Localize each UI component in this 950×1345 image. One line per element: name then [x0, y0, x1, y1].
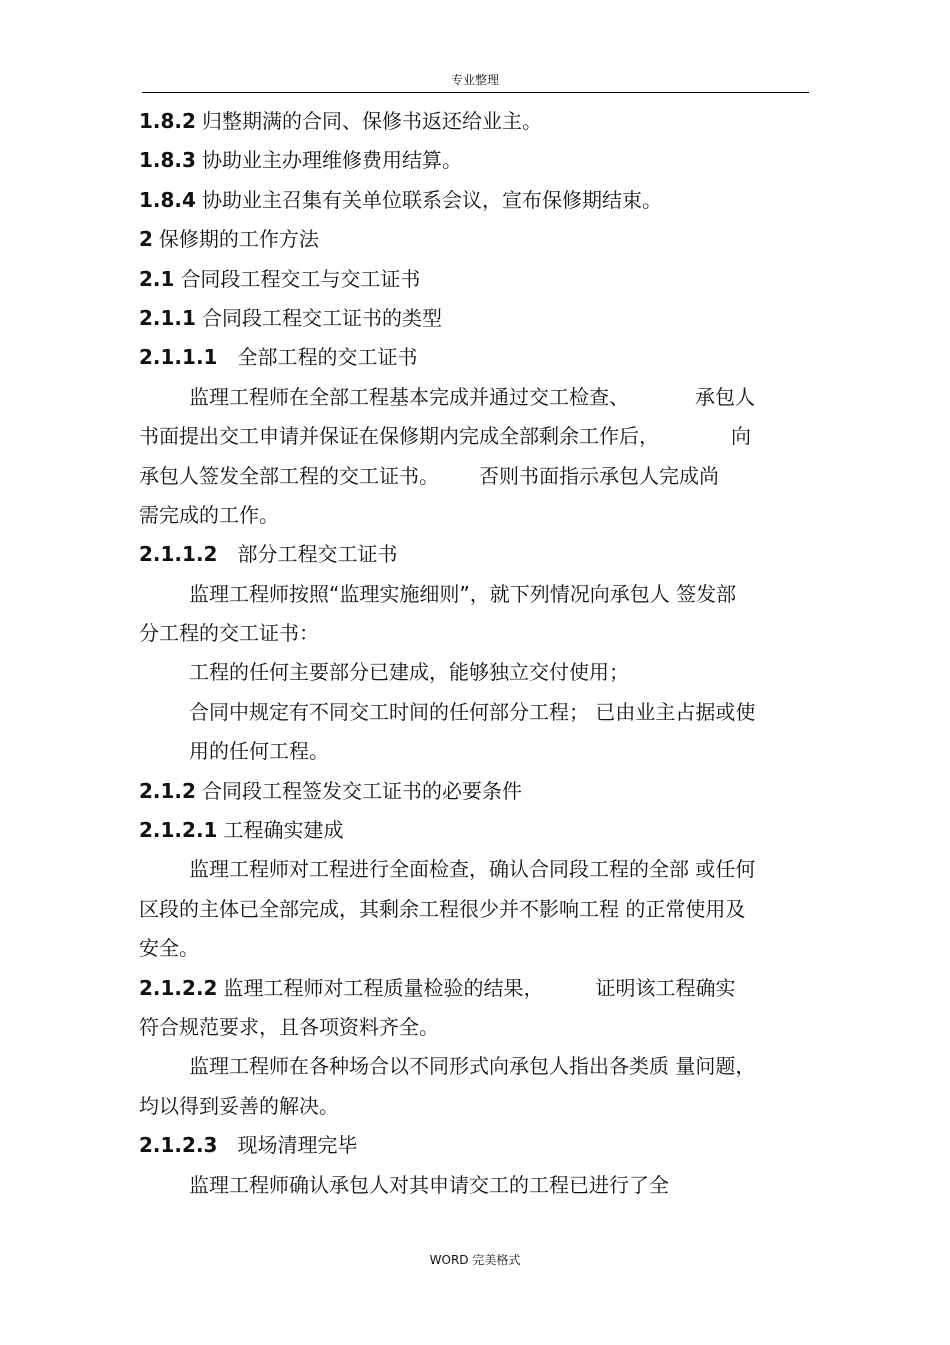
list-item — [139, 653, 817, 692]
section-number: 2 — [139, 227, 153, 252]
section-text: 协助业主召集有关单位联系会议，宣布保修期结束。 — [201, 187, 662, 212]
paragraph-text: 承包人 — [695, 384, 755, 409]
section-text: 归整期满的合同、保修书返还给业主。 — [201, 109, 542, 133]
paragraph-text: 合同中规定有不同交工时间的任何部分工程； 已由业主占据或使 — [189, 699, 756, 724]
paragraph-text: 监理工程师确认承包人对其申请交工的工程已进行了全 — [189, 1172, 669, 1197]
section-text: 合同段工程签发交工证书的必要条件 — [201, 778, 522, 803]
paragraph-text: 监理工程师在全部工程基本完成并通过交工检查、 — [189, 384, 629, 409]
paragraph-text: 书面提出交工申请并保证在保修期内完成全部剩余工作后， — [139, 424, 659, 449]
page-header: 专业整理 — [450, 73, 499, 87]
paragraph-line — [139, 457, 817, 496]
section-text: 部分工程交工证书 — [237, 542, 398, 567]
paragraph-line — [139, 496, 817, 535]
paragraph-text: 安全。 — [139, 936, 199, 961]
section-text: 监理工程师对工程质量检验的结果， — [223, 975, 544, 1000]
paragraph-text: 否则书面指示承包人完成尚 — [479, 463, 719, 488]
paragraph-text: 承包人签发全部工程的交工证书。 — [139, 463, 439, 488]
paragraph-line — [139, 1047, 817, 1086]
document-body — [139, 102, 817, 1205]
paragraph-text: 符合规范要求，且各项资料齐全。 — [139, 1014, 439, 1039]
section-text: 保修期的工作方法 — [158, 227, 319, 252]
section-number: 2.1.1.2 — [139, 542, 218, 567]
paragraph-text: 向 — [731, 424, 751, 449]
paragraph-line — [139, 1008, 817, 1047]
heading-2-1-2-3 — [139, 1126, 817, 1165]
section-text: 全部工程的交工证书 — [237, 345, 418, 370]
page-footer: WORD 完美格式 — [429, 1253, 521, 1267]
paragraph-line — [139, 378, 817, 417]
paragraph-text: 监理工程师在各种场合以不同形式向承包人指出各类质 量问题， — [189, 1054, 756, 1079]
paragraph-text: 区段的主体已全部完成，其剩余工程很少并不影响工程 的正常使用及 — [139, 896, 746, 921]
section-1-8-3 — [139, 141, 817, 180]
section-number: 2.1.2.1 — [139, 818, 218, 843]
section-text: 证明该工程确实 — [595, 975, 736, 1000]
list-item — [139, 732, 817, 771]
heading-2 — [139, 220, 817, 259]
section-number: 2.1.2 — [139, 778, 196, 803]
header-rule — [142, 92, 809, 93]
section-number: 2.1.1.1 — [139, 345, 218, 370]
heading-2-1-1 — [139, 299, 817, 338]
paragraph-text: 用的任何工程。 — [189, 739, 329, 764]
paragraph-line — [139, 1087, 817, 1126]
section-text: 现场清理完毕 — [237, 1133, 358, 1158]
heading-2-1-2-2 — [139, 969, 817, 1008]
heading-2-1-2-1 — [139, 811, 817, 850]
paragraph-line — [139, 1166, 817, 1205]
paragraph-line — [139, 614, 817, 653]
section-text: 协助业主办理维修费用结算。 — [201, 148, 462, 173]
heading-2-1-2 — [139, 772, 817, 811]
paragraph-line — [139, 417, 817, 456]
paragraph-line — [139, 929, 817, 968]
paragraph-line — [139, 850, 817, 889]
heading-2-1-1-1 — [139, 338, 817, 377]
section-number: 1.8.4 — [139, 187, 196, 212]
section-text: 工程确实建成 — [223, 818, 344, 843]
section-1-8-4 — [139, 181, 817, 220]
paragraph-line — [139, 890, 817, 929]
section-number: 2.1.1 — [139, 305, 196, 330]
paragraph-text: 监理工程师按照“监理实施细则”，就下列情况向承包人 签发部 — [189, 581, 737, 606]
heading-2-1-1-2 — [139, 535, 817, 574]
heading-2-1 — [139, 260, 817, 299]
paragraph-text: 均以得到妥善的解决。 — [139, 1093, 339, 1118]
section-number: 2.1 — [139, 266, 175, 291]
section-1-8-2 — [139, 102, 817, 141]
list-item — [139, 693, 817, 732]
paragraph-text: 分工程的交工证书： — [139, 621, 319, 646]
paragraph-text: 工程的任何主要部分已建成，能够独立交付使用； — [189, 660, 629, 685]
section-number: 1.8.3 — [139, 148, 196, 173]
section-number: 1.8.2 — [139, 109, 196, 133]
section-text: 合同段工程交工与交工证书 — [180, 266, 421, 291]
section-text: 合同段工程交工证书的类型 — [201, 305, 442, 330]
paragraph-line — [139, 575, 817, 614]
section-number: 2.1.2.2 — [139, 975, 218, 1000]
paragraph-text: 监理工程师对工程进行全面检查，确认合同段工程的全部 或任何 — [189, 857, 756, 882]
section-number: 2.1.2.3 — [139, 1133, 218, 1158]
paragraph-text: 需完成的工作。 — [139, 502, 279, 527]
